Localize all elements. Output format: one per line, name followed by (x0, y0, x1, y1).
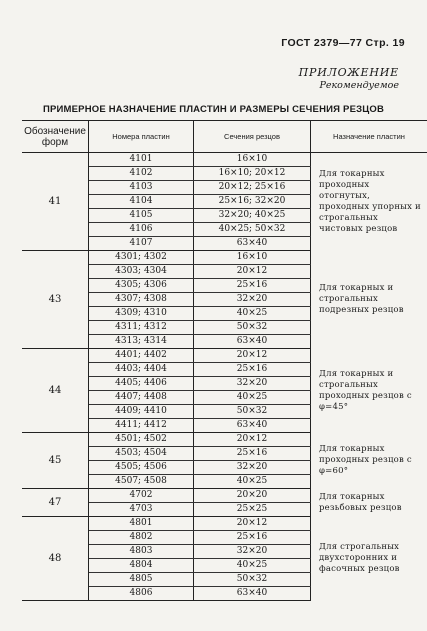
plate-number-cell: 4803 (89, 545, 194, 559)
section-cell: 25×25 (194, 503, 311, 517)
plate-number-cell: 4703 (89, 503, 194, 517)
plate-number-cell: 4801 (89, 517, 194, 531)
table-row (22, 251, 427, 265)
plate-number-cell: 4805 (89, 573, 194, 587)
plate-number-cell: 4102 (89, 167, 194, 181)
table-row (22, 153, 427, 167)
plate-number-cell: 4503; 4504 (89, 447, 194, 461)
column-header-section: Сечения резцов (194, 121, 311, 153)
section-cell: 32×20 (194, 293, 311, 307)
column-header-plate-number: Номера пластин (89, 121, 194, 153)
table-title: ПРИМЕРНОЕ НАЗНАЧЕНИЕ ПЛАСТИН И РАЗМЕРЫ СЕЧЕНИЯ РЕЗЦОВ (42, 104, 385, 115)
plate-number-cell: 4307; 4308 (89, 293, 194, 307)
plate-number-cell: 4501; 4502 (89, 433, 194, 447)
plate-number-cell: 4303; 4304 (89, 265, 194, 279)
plate-number-cell: 4106 (89, 223, 194, 237)
section-cell: 16×10 (194, 251, 311, 265)
section-cell: 32×20 (194, 545, 311, 559)
column-header-form: Обозначение форм (22, 121, 89, 153)
section-cell: 40×25 (194, 559, 311, 573)
purpose-cell: Для токарных резьбовых резцов (319, 491, 402, 513)
section-cell: 50×32 (194, 405, 311, 419)
plate-number-cell: 4804 (89, 559, 194, 573)
section-cell: 40×25; 50×32 (194, 223, 311, 237)
section-cell: 16×10 (194, 153, 311, 167)
plate-number-cell: 4702 (89, 489, 194, 503)
plate-number-cell: 4311; 4312 (89, 321, 194, 335)
plate-number-cell: 4403; 4404 (89, 363, 194, 377)
table-row (22, 517, 427, 531)
section-cell: 20×12 (194, 517, 311, 531)
plate-number-cell: 4806 (89, 587, 194, 601)
section-cell: 20×12 (194, 349, 311, 363)
form-designation-cell: 48 (22, 517, 89, 601)
table-row (22, 349, 427, 363)
section-cell: 20×12; 25×16 (194, 181, 311, 195)
section-cell: 20×12 (194, 433, 311, 447)
purpose-cell: Для токарных проходных отогнутых, проходных упорных и строгальных чистовых резцов (319, 168, 421, 234)
section-cell: 20×12 (194, 265, 311, 279)
section-cell: 63×40 (194, 335, 311, 349)
plate-number-cell: 4802 (89, 531, 194, 545)
section-cell: 32×20 (194, 461, 311, 475)
plate-number-cell: 4105 (89, 209, 194, 223)
recommended-label: Рекомендуемое (319, 80, 399, 91)
section-cell: 32×20; 40×25 (194, 209, 311, 223)
purpose-cell: Для токарных и строгальных проходных резцов с φ=45° (319, 368, 412, 412)
section-cell: 40×25 (194, 475, 311, 489)
plate-number-cell: 4401; 4402 (89, 349, 194, 363)
plate-number-cell: 4505; 4506 (89, 461, 194, 475)
plate-number-cell: 4101 (89, 153, 194, 167)
section-cell: 63×40 (194, 587, 311, 601)
plate-number-cell: 4305; 4306 (89, 279, 194, 293)
section-cell: 50×32 (194, 573, 311, 587)
plates-table (22, 120, 427, 601)
plate-number-cell: 4409; 4410 (89, 405, 194, 419)
section-cell: 25×16 (194, 363, 311, 377)
form-designation-cell: 41 (22, 153, 89, 251)
purpose-cell: Для строгальных двухсторонних и фасочных резцов (319, 542, 400, 574)
table-header-row (22, 121, 427, 153)
page-header: ГОСТ 2379—77 Стр. 19 (281, 37, 405, 49)
section-cell: 50×32 (194, 321, 311, 335)
section-cell: 20×20 (194, 489, 311, 503)
plate-number-cell: 4103 (89, 181, 194, 195)
plate-number-cell: 4407; 4408 (89, 391, 194, 405)
plate-number-cell: 4301; 4302 (89, 251, 194, 265)
section-cell: 25×16 (194, 279, 311, 293)
table-row (22, 433, 427, 447)
plate-number-cell: 4104 (89, 195, 194, 209)
plate-number-cell: 4313; 4314 (89, 335, 194, 349)
section-cell: 16×10; 20×12 (194, 167, 311, 181)
section-cell: 40×25 (194, 391, 311, 405)
section-cell: 40×25 (194, 307, 311, 321)
section-cell: 63×40 (194, 237, 311, 251)
section-cell: 25×16 (194, 531, 311, 545)
plate-number-cell: 4507; 4508 (89, 475, 194, 489)
form-designation-cell: 47 (22, 489, 89, 517)
plate-number-cell: 4309; 4310 (89, 307, 194, 321)
table-body (22, 153, 427, 601)
form-designation-cell: 44 (22, 349, 89, 433)
section-cell: 25×16; 32×20 (194, 195, 311, 209)
plate-number-cell: 4411; 4412 (89, 419, 194, 433)
purpose-cell: Для токарных проходных резцов с φ=60° (319, 444, 412, 476)
section-cell: 25×16 (194, 447, 311, 461)
form-designation-cell: 43 (22, 251, 89, 349)
section-cell: 63×40 (194, 419, 311, 433)
plate-number-cell: 4107 (89, 237, 194, 251)
plate-number-cell: 4405; 4406 (89, 377, 194, 391)
form-designation-cell: 45 (22, 433, 89, 489)
purpose-cell: Для токарных и строгальных подрезных резцов (319, 283, 404, 315)
appendix-label: ПРИЛОЖЕНИЕ (298, 66, 399, 79)
section-cell: 32×20 (194, 377, 311, 391)
column-header-purpose: Назначение пластин (311, 121, 427, 153)
table-row (22, 489, 427, 503)
